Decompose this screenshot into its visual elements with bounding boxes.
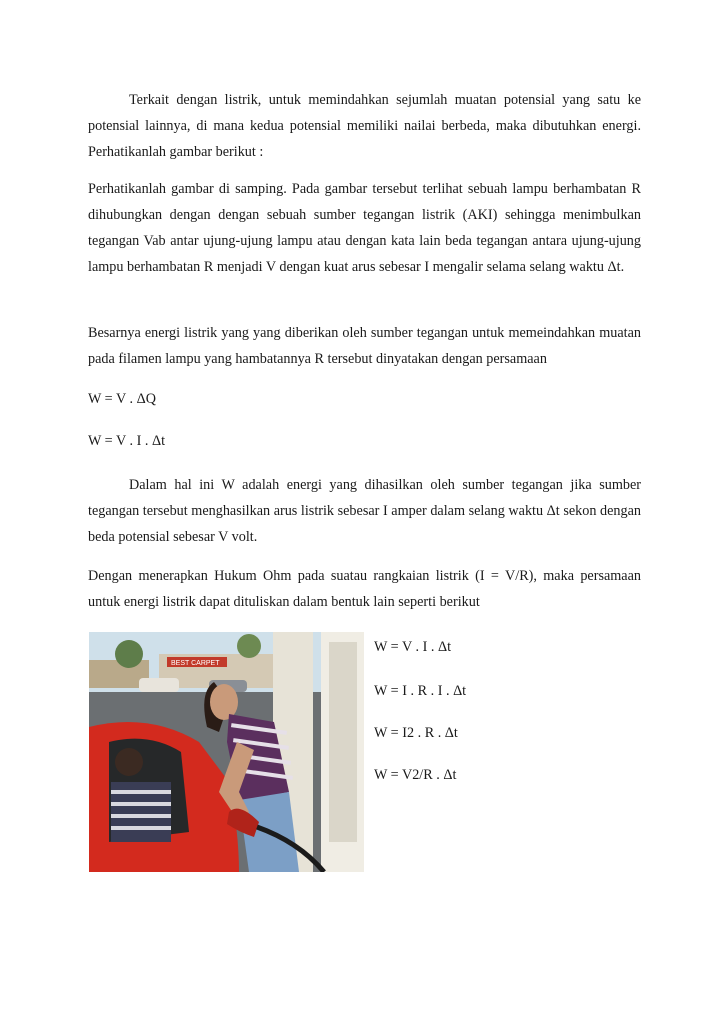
paragraph-explanation: Dalam hal ini W adalah energi yang dihasilkan oleh sumber tegangan jika sumber tegangan tersebut menghasilkan arus listrik sebesar I amper dalam selang waktu Δt sekon dengan beda potensial sebesar V volt.	[88, 477, 641, 545]
equation-w-vit: W = V . I . Δt	[88, 433, 166, 449]
paragraph-intro: Terkait dengan listrik, untuk memindahkan sejumlah muatan potensial yang satu ke potensial lainnya, di mana kedua potensial memiliki nailai berbeda, maka dibutuhkan energi. Perhatikanlah gambar berikut :	[88, 92, 641, 160]
equation-right-4: W = V2/R . Δt	[374, 767, 457, 783]
equation-right-1: W = V . I . Δt	[374, 639, 452, 655]
equation-right-3: W = I2 . R . Δt	[374, 725, 458, 741]
paragraph-energy: Besarnya energi listrik yang yang diberikan oleh sumber tegangan untuk memeindahkan muatan pada filamen lampu yang hambatannya R tersebut dinyatakan dengan persamaan	[88, 325, 641, 367]
equation-w-vq: W = V . ΔQ	[88, 391, 156, 407]
paragraph-ohm: Dengan menerapkan Hukum Ohm pada suatau rangkaian listrik (I = V/R), maka persamaan untuk energi listrik dapat dituliskan dalam bentuk lain seperti berikut	[88, 568, 641, 610]
sign-text: BEST CARPET	[171, 660, 220, 667]
gas-station-photo	[89, 632, 364, 872]
paragraph-description: Perhatikanlah gambar di samping. Pada gambar tersebut terlihat sebuah lampu berhambatan R dihubungkan dengan dengan sebuah sumber tegangan listrik (AKI) sehingga menimbulkan tegangan Vab antar ujung-ujung lampu atau dengan kata lain beda tegangan antara ujung-ujung lampu berhambatan R menjadi V dengan kuat arus sebesar I mengalir selama selang waktu Δt.	[88, 181, 641, 275]
equation-right-2: W = I . R . I . Δt	[374, 683, 467, 699]
